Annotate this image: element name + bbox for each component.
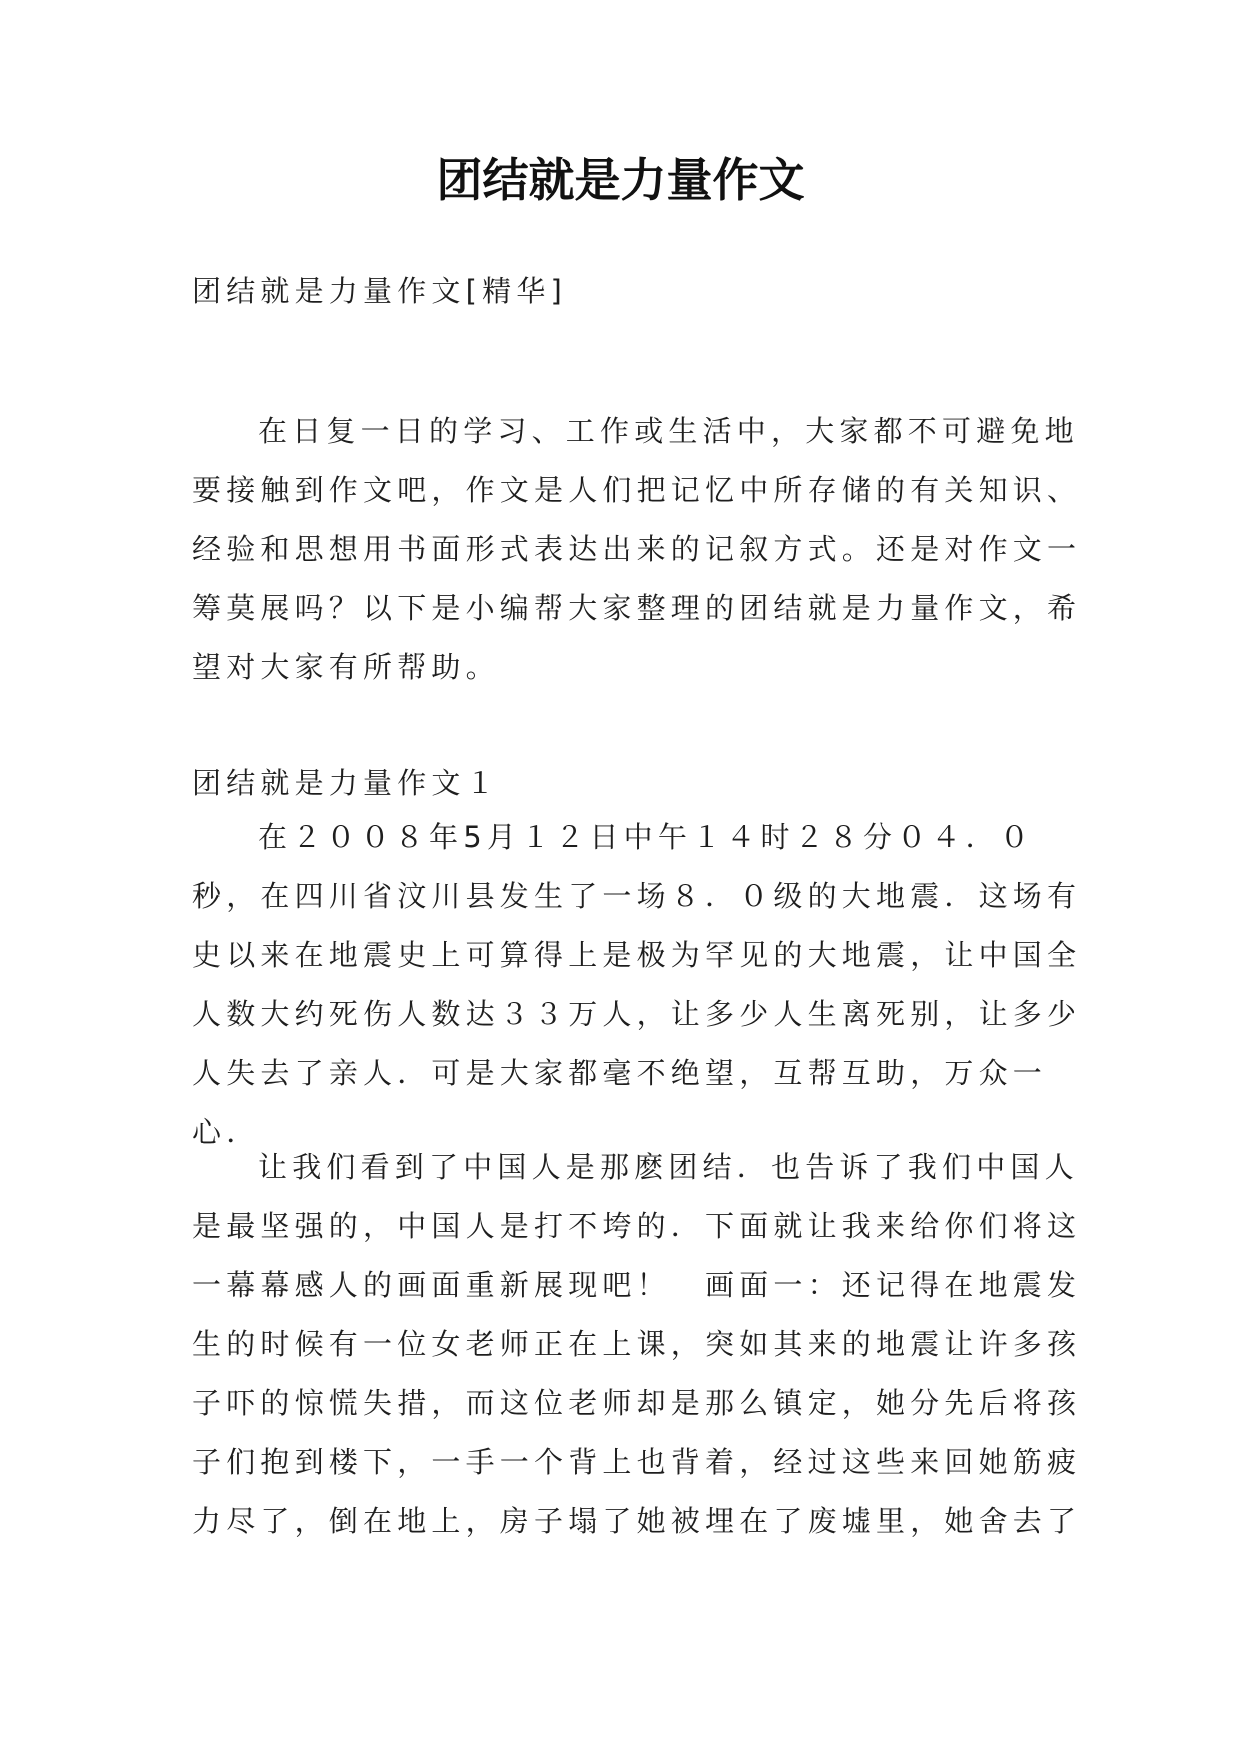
- intro-line: 筹莫展吗？以下是小编帮大家整理的团结就是力量作文，希: [192, 591, 1082, 625]
- essay-paragraph-2: [192, 1138, 1082, 1551]
- essay-paragraph-1: [192, 808, 1082, 1162]
- paragraph-line: 是最坚强的，中国人是打不垮的．下面就让我来给你们将这: [192, 1209, 1082, 1243]
- document-subtitle: 团结就是力量作文[精华]: [192, 274, 568, 308]
- paragraph-line: 子吓的惊慌失措，而这位老师却是那么镇定，她分先后将孩: [192, 1386, 1082, 1420]
- paragraph-line: 在２００８年5月１２日中午１４时２８分０４．０: [258, 820, 1035, 854]
- paragraph-line: 史以来在地震史上可算得上是极为罕见的大地震，让中国全: [192, 938, 1082, 972]
- intro-line: 望对大家有所帮助。: [192, 650, 500, 684]
- paragraph-line: 力尽了，倒在地上，房子塌了她被埋在了废墟里，她舍去了: [192, 1504, 1082, 1538]
- paragraph-line: 心．: [192, 1115, 261, 1149]
- paragraph-line: 秒，在四川省汶川县发生了一场８．０级的大地震．这场有: [192, 879, 1082, 913]
- paragraph-line: 人数大约死伤人数达３３万人，让多少人生离死别，让多少: [192, 997, 1082, 1031]
- paragraph-line: 生的时候有一位女老师正在上课，突如其来的地震让许多孩: [192, 1327, 1082, 1361]
- document-title: 团结就是力量作文: [436, 153, 805, 207]
- paragraph-line: 让我们看到了中国人是那麽团结．也告诉了我们中国人: [258, 1150, 1079, 1184]
- intro-paragraph: [192, 402, 1082, 697]
- intro-line: 要接触到作文吧，作文是人们把记忆中所存储的有关知识、: [192, 473, 1082, 507]
- essay-heading: 团结就是力量作文１: [192, 766, 500, 800]
- paragraph-line: 一幕幕感人的画面重新展现吧！ 画面一：还记得在地震发: [192, 1268, 1082, 1302]
- paragraph-line: 人失去了亲人．可是大家都毫不绝望，互帮互助，万众一: [192, 1056, 1048, 1090]
- intro-line: 经验和思想用书面形式表达出来的记叙方式。还是对作文一: [192, 532, 1082, 566]
- paragraph-line: 子们抱到楼下，一手一个背上也背着，经过这些来回她筋疲: [192, 1445, 1082, 1479]
- intro-line: 在日复一日的学习、工作或生活中，大家都不可避免地: [258, 414, 1079, 448]
